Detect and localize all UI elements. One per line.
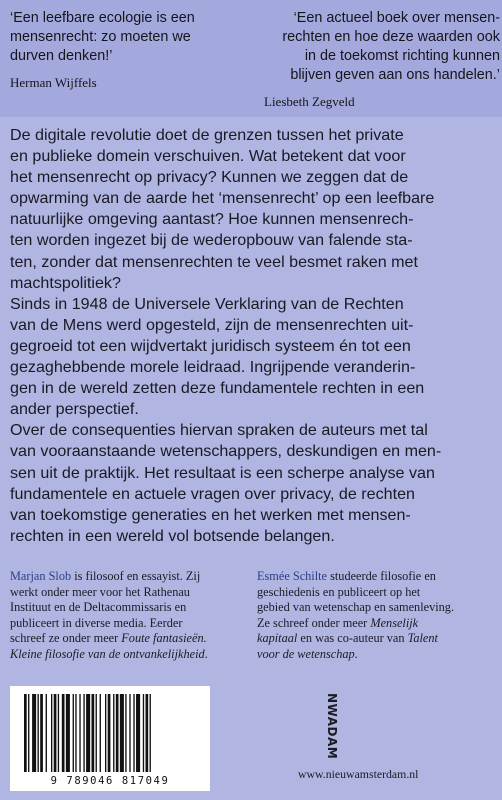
book-title: Menselijk kapitaal xyxy=(257,615,419,646)
barcode-bar xyxy=(150,694,151,772)
barcode-bar xyxy=(133,694,134,772)
book-title: Talent voor de wetenschap xyxy=(257,631,438,661)
book-title: Foute fantasieën. Kleine filosofie van de ontvankelijkheid xyxy=(10,631,207,661)
barcode-bar xyxy=(143,694,144,772)
barcode-bar xyxy=(136,694,140,772)
barcode-bar xyxy=(54,694,57,772)
barcode-bar xyxy=(129,694,130,772)
barcode-bar xyxy=(116,694,119,772)
barcode-bar xyxy=(113,694,114,772)
author-name: Marjan Slob xyxy=(10,569,72,583)
barcode-digits: 9 789046 817049 xyxy=(50,775,170,787)
publisher-logo-text: NWADAM xyxy=(325,693,339,760)
blurb-paragraph: Over de consequenties hiervan spraken de auteurs met tal van vooraanstaande wetenschappers, deskundigen en men- sen uit de praktijk. Het resultaat is een scherpe analyse van fundamentele en actuele vragen over privacy, de rechten van toekomstige generaties en het werken met mensen- rechten in een wereld vol botsende belangen. xyxy=(10,421,442,545)
endorsement-quote xyxy=(264,9,500,109)
barcode-bar xyxy=(32,694,36,772)
endorsement-quote xyxy=(10,9,235,90)
barcode-bar xyxy=(92,694,95,772)
quote-text: ‘Een actueel boek over mensen- rechten en hoe deze waarden ook in de toekomst richting kunnen blijven geven aan ons handelen.’ xyxy=(282,10,500,83)
author-name: Esmée Schilte xyxy=(257,569,328,583)
barcode-bar xyxy=(66,694,70,772)
barcode-bar xyxy=(83,694,84,772)
barcode-bar xyxy=(108,694,111,772)
isbn-barcode xyxy=(10,686,210,791)
bio-text: en was co-auteur van xyxy=(297,631,408,646)
barcode-bar xyxy=(38,694,39,772)
barcode-bar xyxy=(24,694,27,772)
bio-end: . xyxy=(354,646,358,661)
bio-end: . xyxy=(204,646,208,661)
barcode-bar xyxy=(75,694,76,772)
bio-text: is filosoof en essayist. Zij werkt onder meer voor het Rathenau Instituut en de Deltacommissaris en publiceert in diverse media. Eerder schreef ze onder meer xyxy=(10,569,201,646)
bio-text: studeerde filosofie en geschiedenis en publiceert op het gebied van wetenschap en samenleving. Ze schreef onder meer xyxy=(257,569,455,630)
barcode-bar xyxy=(46,694,47,772)
barcode-bar xyxy=(120,694,124,772)
quote-author: Liesbeth Zegveld xyxy=(264,94,355,109)
author-bio xyxy=(257,569,497,663)
barcode-bar xyxy=(100,694,101,772)
barcode-bar xyxy=(96,694,97,772)
barcode-bar xyxy=(79,694,80,772)
barcode-bar xyxy=(28,694,29,772)
barcode-bar xyxy=(86,694,90,772)
publisher-website: www.nieuwamsterdam.nl xyxy=(298,767,419,781)
barcode-bar xyxy=(51,694,52,772)
barcode-bar xyxy=(73,694,74,772)
barcode-bar xyxy=(40,694,43,772)
barcode-bar xyxy=(58,694,59,772)
barcode-bar xyxy=(62,694,65,772)
barcode-bar xyxy=(146,694,149,772)
quote-text: ‘Een leefbare ecologie is een mensenrecht: zo moeten we durven denken!’ xyxy=(10,10,195,64)
quote-author: Herman Wijffels xyxy=(10,75,97,90)
barcode-bar xyxy=(125,694,126,772)
barcode-bar xyxy=(105,694,106,772)
author-bio xyxy=(10,569,250,663)
blurb-paragraph: Sinds in 1948 de Universele Verklaring van de Rechten van de Mens werd opgesteld, zijn de mensenrechten uit- gegroeid tot een wijdvertakt juridisch systeem én tot een gezaghebbende morele leidraad. Ingrijpende veranderin- gen in de wereld zetten deze fundamentele rechten in een ander perspectief. xyxy=(10,294,425,419)
back-cover-blurb xyxy=(10,125,496,547)
blurb-paragraph: De digitale revolutie doet de grenzen tussen het private en publieke domein verschuiven. Wat betekent dat voor het mensenrecht op privacy? Kunnen we zeggen dat de opwarming van de aarde het ‘mensenrecht’ op een leefbare natuurlijke omgeving aantast? Hoe kunnen mensenrech- ten worden ingezet bij de wederopbouw van falende sta- ten, zonder dat mensenrechten te veel besmet raken met machtspolitiek? xyxy=(10,126,435,292)
